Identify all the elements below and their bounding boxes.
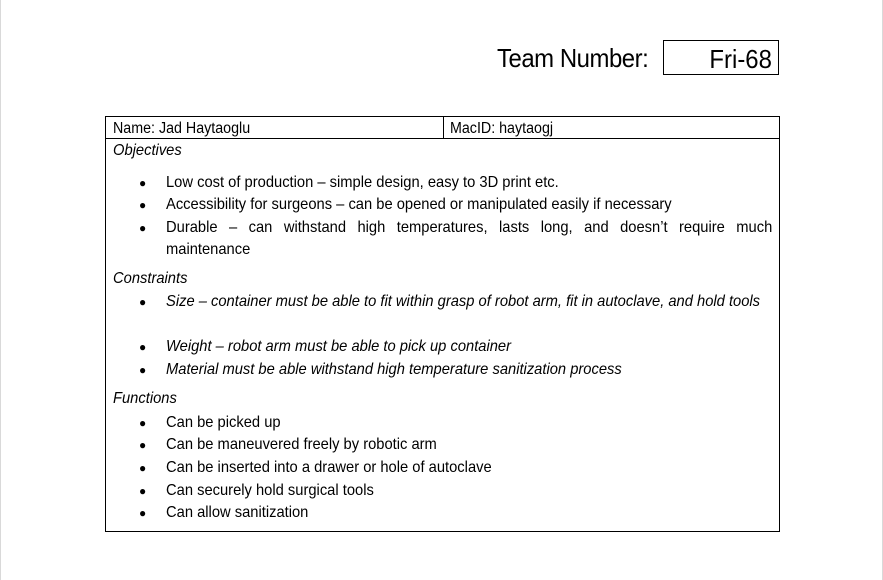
bullet-icon: ● <box>139 484 147 498</box>
bullet-icon: ● <box>139 221 147 235</box>
bullet-icon: ● <box>139 198 147 212</box>
page-edge-left <box>0 0 1 580</box>
bullet-icon: ● <box>139 416 147 430</box>
team-number-value: Fri-68 <box>709 44 772 74</box>
constraint-item-text: Size – container must be able to fit within grasp of robot arm, fit in autoclave, and hold tools <box>166 293 761 310</box>
team-number-label: Team Number: <box>497 43 649 73</box>
function-item-text: Can allow sanitization <box>166 504 309 521</box>
function-item <box>166 434 772 456</box>
bullet-icon: ● <box>139 176 147 190</box>
team-number-box <box>663 40 779 75</box>
objective-item-text: Low cost of production – simple design, easy to 3D print etc. <box>166 174 559 191</box>
constraint-item-text: Weight – robot arm must be able to pick up container <box>166 338 512 355</box>
bullet-icon: ● <box>139 340 147 354</box>
bullet-icon: ● <box>139 295 147 309</box>
macid-cell: MacID: haytaogj <box>450 120 554 137</box>
functions-heading: Functions <box>113 390 177 407</box>
constraint-item-text: Material must be able withstand high temperature sanitization process <box>166 361 622 378</box>
constraint-item <box>166 336 772 358</box>
name-cell: Name: Jad Haytaoglu <box>113 120 251 137</box>
function-item <box>166 502 772 524</box>
bullet-icon: ● <box>139 506 147 520</box>
function-item <box>166 480 772 502</box>
function-item <box>166 457 772 479</box>
constraints-heading: Constraints <box>113 270 188 287</box>
function-item-text: Can be inserted into a drawer or hole of autoclave <box>166 459 492 476</box>
function-item-text: Can be picked up <box>166 414 281 431</box>
function-item-text: Can securely hold surgical tools <box>166 482 374 499</box>
design-form <box>105 116 780 532</box>
function-item <box>166 412 772 434</box>
bullet-icon: ● <box>139 363 147 377</box>
constraint-item <box>166 291 772 313</box>
bullet-icon: ● <box>139 438 147 452</box>
form-header-row <box>106 117 779 139</box>
objective-item-text: Durable – can withstand high temperatures, lasts long, and doesn’t require much maintenance <box>166 219 773 258</box>
objective-item <box>166 217 772 261</box>
objective-item <box>166 194 772 216</box>
objective-item <box>166 172 772 194</box>
constraint-item <box>166 359 772 381</box>
objectives-heading: Objectives <box>113 142 182 159</box>
bullet-icon: ● <box>139 461 147 475</box>
objective-item-text: Accessibility for surgeons – can be opened or manipulated easily if necessary <box>166 196 672 213</box>
function-item-text: Can be maneuvered freely by robotic arm <box>166 436 437 453</box>
header-divider <box>443 117 444 138</box>
